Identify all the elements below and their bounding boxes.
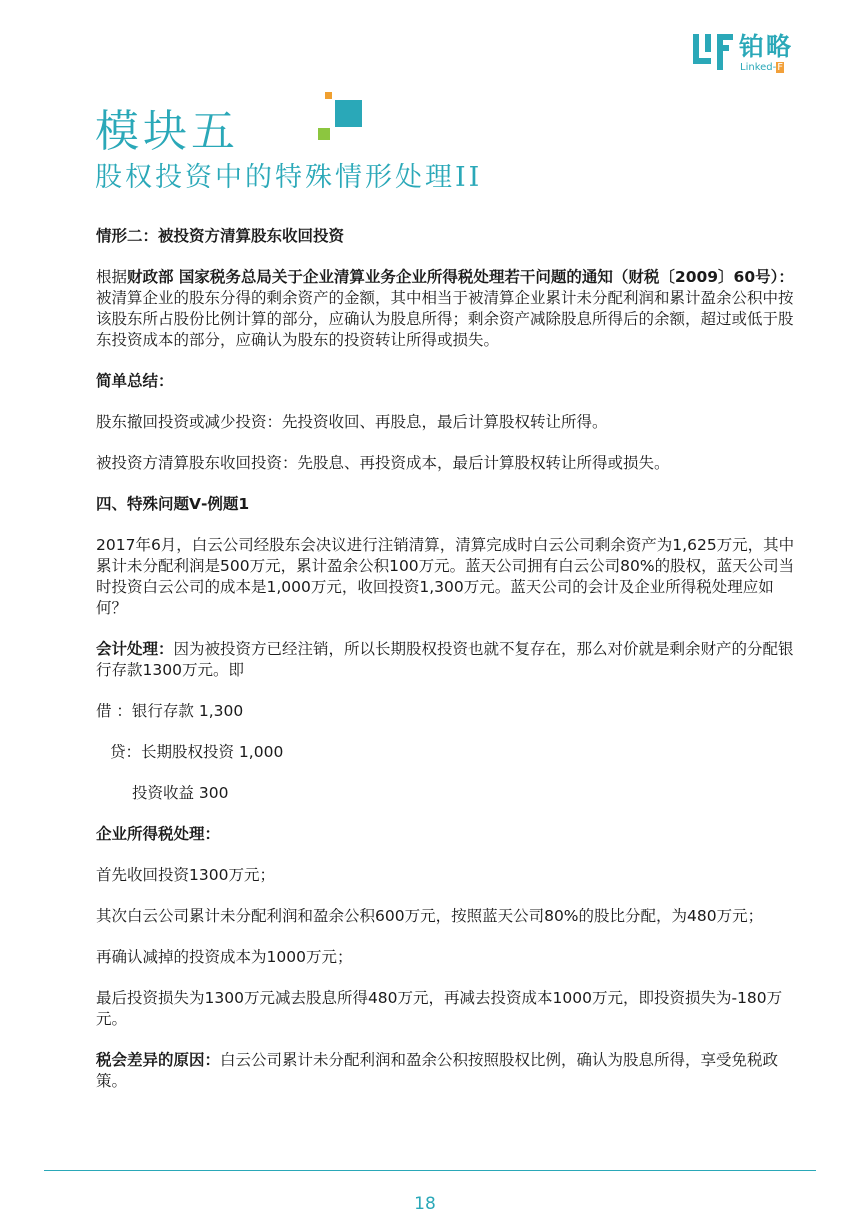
brand-name-en: Linked-F [740,62,783,73]
difference-label: 税会差异的原因： [96,1051,221,1069]
tax-step: 其次白云公司累计未分配利润和盈余公积600万元，按照蓝天公司80%的股比分配，为480万元； [96,907,764,925]
journal-credit: 贷：长期股权投资 1,000 [110,743,284,761]
summary-item: 股东撤回投资或减少投资：先投资收回、再股息，最后计算股权转让所得。 [96,413,608,431]
footer-divider [44,1170,816,1171]
module-subtitle: 股权投资中的特殊情形处理II [95,162,483,193]
deco-square-teal [335,100,362,127]
logo-mark-icon [693,32,733,72]
journal-credit: 投资收益 300 [132,784,229,802]
tax-heading: 企业所得税处理： [96,825,221,843]
tax-step: 最后投资损失为1300万元减去股息所得480万元，再减去投资成本1000万元，即投资损失为-180万元。 [96,989,783,1028]
example-text: 2017年6月，白云公司经股东会决议进行注销清算，清算完成时白云公司剩余资产为1,625万元，其中累计未分配利润是500万元，累计盈余公积100万元。蓝天公司拥有白云公司80%的股权，蓝天公司当时投资白云公司的成本是1,000万元，收回投资1,300万元。蓝天公司的会计及企业所得税处理应如何？ [96,536,795,617]
summary-item: 被投资方清算股东收回投资：先股息、再投资成本，最后计算股权转让所得或损失。 [96,454,670,472]
regulation-title: 财政部 国家税务总局关于企业清算业务企业所得税处理若干问题的通知（财税〔2009〕60号）： [127,268,794,286]
brand-logo [693,32,813,74]
case-heading: 情形二：被投资方清算股东收回投资 [96,227,345,245]
brand-name-cn: 铂略 [739,32,794,61]
difference-paragraph: 税会差异的原因：白云公司累计未分配利润和盈余公积按照股权比例，确认为股息所得，享受免税政策。 [96,1051,779,1090]
example-heading: 四、特殊问题Ⅴ-例题1 [96,495,250,513]
accounting-paragraph: 会计处理：因为被投资方已经注销，所以长期股权投资也就不复存在，那么对价就是剩余财产的分配银行存款1300万元。即 [96,640,794,679]
deco-square-green [318,128,330,140]
summary-heading: 简单总结： [96,372,174,390]
accounting-label: 会计处理： [96,640,174,658]
document-body [96,226,796,1092]
deco-square-orange [325,92,332,99]
tax-step: 再确认减掉的投资成本为1000万元； [96,948,353,966]
regulation-paragraph: 根据财政部 国家税务总局关于企业清算业务企业所得税处理若干问题的通知（财税〔2009〕60号）：被清算企业的股东分得的剩余资产的金额，其中相当于被清算企业累计未分配利润和累计盈余公积中按该股东所占股份比例计算的部分，应确认为股息所得；剩余资产减除股息所得后的余额，超过或低于股东投资成本的部分，应确认为股东的投资转让所得或损失。 [96,268,794,349]
module-title: 模块五 [95,106,239,157]
tax-step: 首先收回投资1300万元； [96,866,275,884]
page-number: 18 [414,1194,436,1214]
journal-debit: 借 ：银行存款 1,300 [96,702,244,720]
